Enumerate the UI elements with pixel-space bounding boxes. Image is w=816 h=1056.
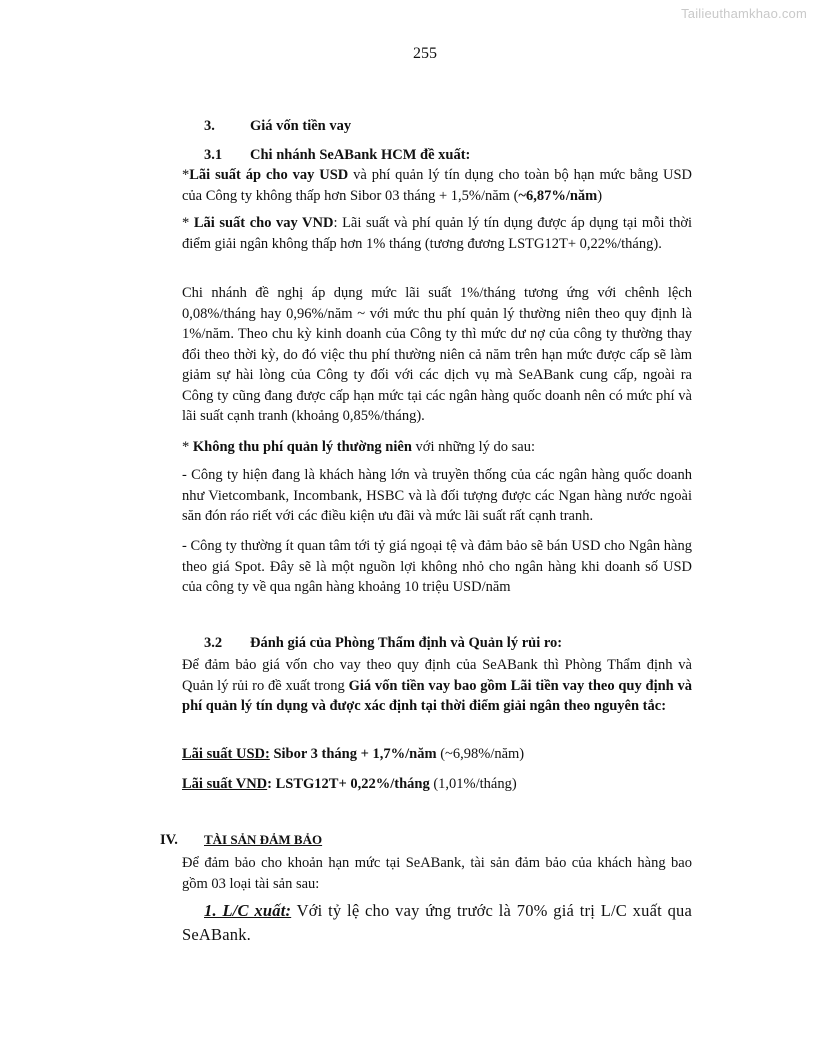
usd-line-approx: (~6,98%/năm) (436, 746, 525, 762)
section-4-title: TÀI SẢN ĐẢM BẢO (204, 832, 323, 847)
reason-bullet-1: - Công ty hiện đang là khách hàng lớn và truyền thống của các ngân hàng quốc doanh như Vietcombank, Incombank, HSBC và là đối tượng được các Ngan hàng nước ngoài săn đón ráo riết với các điều kiện ưu đãi và mức lãi suất rất cạnh tranh. (182, 467, 692, 524)
collateral-intro: Để đảm bảo cho khoản hạn mức tại SeABank, tài sản đảm bảo của khách hàng bao gồm 03 loại tài sản sau: (182, 855, 692, 892)
usd-rate-paragraph (182, 165, 692, 206)
vnd-line-label: Lãi suất VND (182, 776, 268, 792)
subsection-3-1-title: Chi nhánh SeABank HCM đề xuất: (250, 147, 471, 163)
page-number: 255 (413, 45, 437, 62)
usd-rate-label: Lãi suất áp cho vay USD (189, 167, 349, 183)
vnd-line-formula: : LSTG12T+ 0,22%/tháng (267, 776, 430, 792)
collateral-item-1-label: 1. L/C xuất: (204, 901, 292, 920)
reason-bullet-2: - Công ty thường ít quan tâm tới tỷ giá ngoại tệ và đảm bảo sẽ bán USD cho Ngân hàng theo giá Spot. Đây sẽ là một nguồn lợi không nhỏ cho ngân hàng khi doanh số USD của công ty về qua ngân hàng khoảng 10 triệu USD/năm (182, 538, 692, 595)
no-fee-prefix: * (182, 439, 193, 455)
usd-rate-line (182, 744, 692, 765)
appraisal-intro-bold: Giá vốn tiền vay bao gồm Lãi tiền vay theo quy định và phí quản lý tín dụng và được xác định tại thời điểm giải ngân theo nguyên tắc: (182, 677, 693, 714)
no-fee-text: với những lý do sau: (411, 439, 535, 455)
vnd-rate-line (182, 774, 692, 795)
subsection-3-2-number: 3.2 (204, 635, 223, 651)
branch-proposal-paragraph: Chi nhánh đề nghị áp dụng mức lãi suất 1%/tháng tương ứng với chênh lệch 0,08%/tháng hay 0,96%/năm ~ với mức thu phí quản lý thường niên theo quy định là 1%/năm. Theo chu kỳ kinh doanh của Công ty thì mức dư nợ của công ty thường thay đổi theo thời kỳ, do đó việc thu phí thường niên cả năm trên hạn mức được cấp sẽ làm giảm sự hài lòng của Công ty đối với các dịch vụ mà SeABank cung cấp, ngoài ra Công ty cũng đang được cấp hạn mức tại các ngân hàng quốc doanh nên có mức phí và lãi suất cạnh tranh (khoảng 0,85%/tháng). (182, 285, 692, 424)
vnd-rate-text: : Lãi suất và phí quản lý tín dụng được áp dụng tại mỗi thời điểm giải ngân không thấp hơn 1% tháng (tương đương LSTG12T+ 0,22%/tháng). (182, 215, 693, 252)
appraisal-paragraph (182, 655, 692, 717)
section-4-number: IV. (160, 832, 178, 848)
section-3-title: Giá vốn tiền vay (250, 118, 352, 134)
no-fee-paragraph (182, 437, 692, 458)
section-3-number: 3. (204, 118, 215, 134)
collateral-item-1-text: Với tỷ lệ cho vay ứng trước là 70% giá trị L/C xuất qua SeABank. (182, 901, 692, 944)
vnd-rate-paragraph (182, 213, 692, 254)
usd-rate-close: ) (597, 187, 603, 204)
subsection-3-1-number: 3.1 (204, 147, 223, 163)
appraisal-intro: Để đảm bảo giá vốn cho vay theo quy định của SeABank thì Phòng Thẩm định và Quản lý rủi ro đề xuất trong (182, 657, 692, 694)
usd-line-formula: Sibor 3 tháng + 1,7%/năm (269, 746, 437, 762)
usd-rate-value: ~6,87%/năm (518, 187, 598, 204)
collateral-item-1 (182, 899, 692, 947)
no-fee-label: Không thu phí quản lý thường niên (192, 439, 412, 455)
usd-prefix: * (182, 167, 190, 183)
subsection-3-2-title: Đánh giá của Phòng Thẩm định và Quản lý rủi ro: (250, 635, 563, 651)
watermark: Tailieuthamkhao.com (681, 6, 807, 21)
vnd-line-approx: (1,01%/tháng) (429, 776, 517, 792)
vnd-prefix: * (182, 215, 194, 231)
usd-rate-text: và phí quản lý tín dụng cho toàn bộ hạn mức bằng USD của Công ty không thấp hơn Sibor 03 tháng + 1,5%/năm ( (182, 167, 692, 204)
usd-line-label: Lãi suất USD: (182, 746, 270, 762)
vnd-rate-label: Lãi suất cho vay VND (193, 215, 334, 231)
